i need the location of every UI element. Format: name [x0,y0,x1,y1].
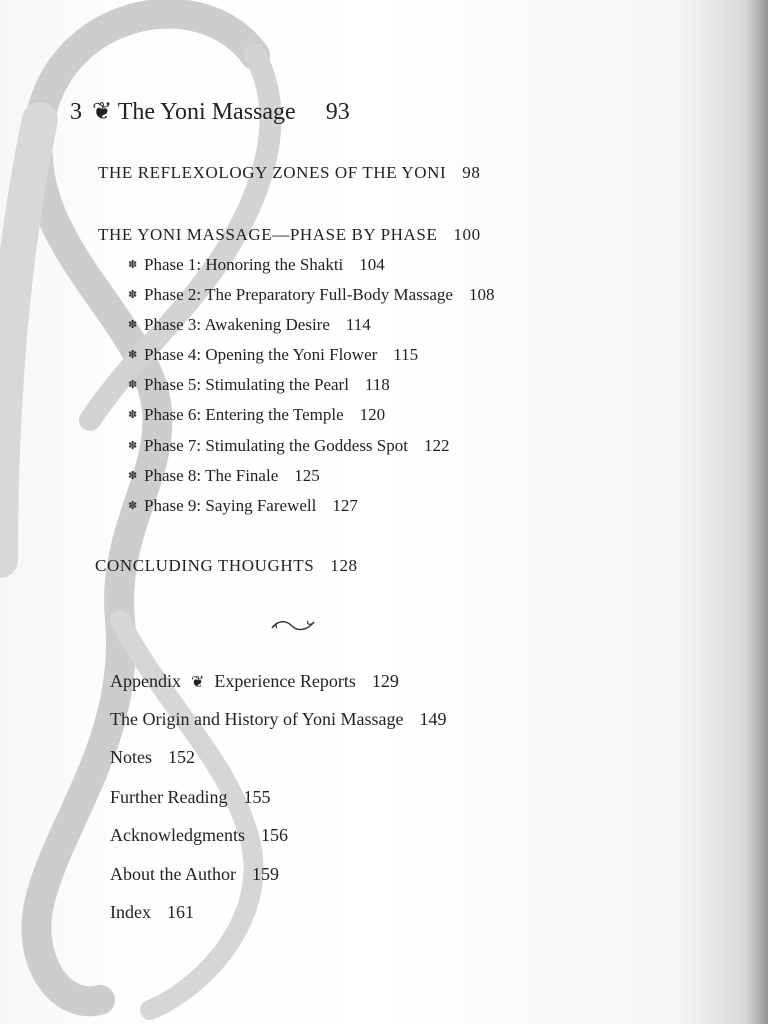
phase-bullet-icon: ✽ [128,289,138,301]
phase-title: Phase 2: The Preparatory Full-Body Massage [144,285,453,304]
chapter-ornament-icon: ❦ [92,99,113,125]
back-matter-page: 155 [243,787,271,807]
back-matter-page: 149 [419,709,447,729]
chapter-heading [70,100,350,124]
phase-bullet-icon: ✽ [128,470,138,482]
section-title: THE YONI MASSAGE—PHASE BY PHASE [98,225,438,244]
phase-page: 122 [423,436,450,455]
chapter-title: The Yoni Massage [117,99,296,125]
appendix-label: Appendix [110,671,181,691]
phase-title: Phase 7: Stimulating the Goddess Spot [144,436,408,455]
phase-bullet-icon: ✽ [128,319,138,331]
phase-title: Phase 8: The Finale [144,466,279,485]
appendix-title: Experience Reports [214,671,356,691]
toc-phase [128,256,385,273]
phase-title: Phase 9: Saying Farewell [144,496,317,515]
back-matter-title: Further Reading [110,787,228,807]
toc-phase [128,497,358,514]
phase-bullet-icon: ✽ [128,349,138,361]
toc-back-matter-item [110,788,270,806]
concluding-title: CONCLUDING THOUGHTS [95,556,315,575]
phase-bullet-icon: ✽ [128,409,138,421]
toc-concluding [95,557,358,574]
back-matter-page: 152 [168,747,195,767]
toc-back-matter-item [110,710,446,728]
phase-page: 125 [294,466,320,485]
phase-title: Phase 6: Entering the Temple [144,405,344,424]
appendix-page: 129 [371,671,399,691]
section-title: THE REFLEXOLOGY ZONES OF THE YONI [98,163,447,182]
back-matter-page: 156 [260,825,288,845]
toc-phase [128,437,449,454]
toc-section [98,164,481,181]
back-matter-title: The Origin and History of Yoni Massage [110,709,404,729]
phase-page: 108 [468,285,495,304]
toc-back-matter-item [110,865,279,883]
back-matter-page: 159 [252,864,279,884]
toc-phase [128,286,494,303]
back-matter-title: About the Author [110,864,236,884]
phase-bullet-icon: ✽ [128,500,138,512]
back-matter-title: Index [110,902,151,922]
concluding-page: 128 [330,556,358,575]
phase-title: Phase 4: Opening the Yoni Flower [144,345,378,364]
toc-phase [128,406,385,423]
flourish-ornament-icon [268,616,318,634]
phase-page: 115 [393,345,419,364]
chapter-page: 93 [325,99,350,125]
appendix-ornament-icon: ❦ [191,674,205,691]
phase-title: Phase 3: Awakening Desire [144,315,330,334]
phase-page: 120 [359,405,386,424]
section-page: 98 [462,163,481,182]
phase-title: Phase 1: Honoring the Shakti [144,255,344,274]
back-matter-page: 161 [166,902,194,922]
toc-back-matter-item [110,826,288,844]
phase-bullet-icon: ✽ [128,379,138,391]
back-matter-title: Notes [110,747,152,767]
phase-page: 127 [332,496,358,515]
toc-phase [128,316,371,333]
toc-back-matter-item [110,903,194,921]
back-matter-title: Acknowledgments [110,825,245,845]
phase-page: 104 [359,255,385,274]
toc-section [98,226,481,243]
phase-bullet-icon: ✽ [128,440,138,452]
toc-back-matter-item [110,748,195,766]
chapter-number: 3 [70,99,82,125]
phase-title: Phase 5: Stimulating the Pearl [144,375,349,394]
toc-phase [128,467,320,484]
phase-bullet-icon: ✽ [128,259,138,271]
toc-phase [128,376,390,393]
phase-page: 114 [345,315,371,334]
section-page: 100 [453,225,481,244]
toc-phase [128,346,418,363]
toc-appendix [110,672,399,691]
phase-page: 118 [364,375,390,394]
